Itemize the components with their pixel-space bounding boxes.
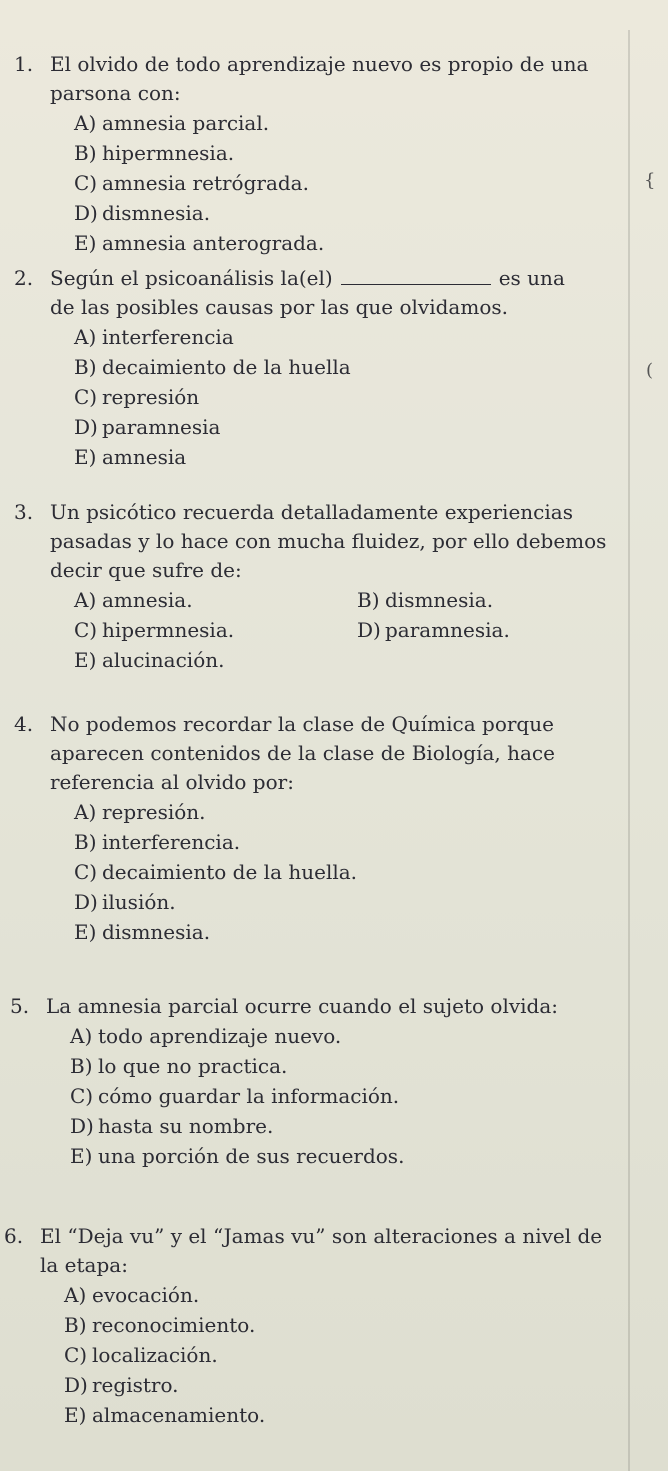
option-e[interactable]: E) alucinación.: [74, 648, 225, 672]
question-stem: Según el psicoanálisis la(el) es una de las posibles causas por las que olvidamos.: [50, 266, 565, 319]
option-d[interactable]: D) hasta su nombre.: [70, 1114, 274, 1138]
option-a[interactable]: A) represión.: [74, 800, 206, 824]
option-a[interactable]: A) amnesia.: [74, 588, 193, 612]
options-list: [70, 1021, 626, 1171]
question-stem: El “Deja vu” y el “Jamas vu” son alteraciones a nivel de la etapa:: [40, 1224, 603, 1277]
question-number: 5.: [10, 994, 30, 1018]
question-6: [4, 1222, 620, 1430]
option-c[interactable]: C) localización.: [64, 1343, 218, 1367]
option-d[interactable]: D) ilusión.: [74, 890, 176, 914]
option-c[interactable]: C) decaimiento de la huella.: [74, 860, 358, 884]
options-list: [64, 1280, 620, 1430]
question-2: [14, 264, 630, 472]
question-number: 3.: [14, 500, 34, 524]
question-stem: Un psicótico recuerda detalladamente experiencias pasadas y lo hace con mucha fluidez, por ello debemos decir que sufre de:: [50, 500, 607, 582]
option-d[interactable]: D) registro.: [64, 1373, 179, 1397]
option-d[interactable]: D) paramnesia: [74, 415, 221, 439]
options-list: [74, 108, 630, 258]
option-e[interactable]: E) amnesia anterograda.: [74, 231, 325, 255]
question-3: [14, 498, 637, 675]
option-e[interactable]: E) amnesia: [74, 445, 187, 469]
question-5: [10, 992, 626, 1171]
question-4: [14, 710, 630, 947]
option-e[interactable]: E) almacenamiento.: [64, 1403, 266, 1427]
question-stem: El olvido de todo aprendizaje nuevo es propio de una parsona con:: [50, 52, 589, 105]
option-b[interactable]: B) lo que no practica.: [70, 1054, 288, 1078]
answer-blank[interactable]: [341, 266, 491, 285]
question-1: [14, 50, 630, 258]
options-list: [74, 322, 630, 472]
question-stem: No podemos recordar la clase de Química porque aparecen contenidos de la clase de Biología, hace referencia al olvido por:: [50, 712, 555, 794]
option-b[interactable]: B) interferencia.: [74, 830, 241, 854]
margin-mark: (: [646, 360, 654, 381]
option-c[interactable]: C) cómo guardar la información.: [70, 1084, 400, 1108]
question-number: 1.: [14, 52, 34, 76]
option-d[interactable]: D) paramnesia.: [357, 618, 510, 642]
options-grid: [74, 585, 637, 675]
option-b[interactable]: B) hipermnesia.: [74, 141, 235, 165]
option-a[interactable]: A) todo aprendizaje nuevo.: [70, 1024, 342, 1048]
option-d[interactable]: D) dismnesia.: [74, 201, 211, 225]
question-number: 2.: [14, 266, 34, 290]
option-a[interactable]: A) interferencia: [74, 325, 234, 349]
option-a[interactable]: A) amnesia parcial.: [74, 111, 270, 135]
option-c[interactable]: C) represión: [74, 385, 200, 409]
option-a[interactable]: A) evocación.: [64, 1283, 200, 1307]
option-e[interactable]: E) una porción de sus recuerdos.: [70, 1144, 405, 1168]
option-c[interactable]: C) amnesia retrógrada.: [74, 171, 309, 195]
option-c[interactable]: C) hipermnesia.: [74, 618, 235, 642]
question-stem: La amnesia parcial ocurre cuando el sujeto olvida:: [46, 994, 559, 1018]
margin-mark: {: [644, 170, 656, 191]
options-list: [74, 797, 630, 947]
option-b[interactable]: B) dismnesia.: [357, 588, 494, 612]
question-number: 4.: [14, 712, 34, 736]
option-b[interactable]: B) reconocimiento.: [64, 1313, 256, 1337]
question-number: 6.: [4, 1224, 24, 1248]
option-e[interactable]: E) dismnesia.: [74, 920, 211, 944]
option-b[interactable]: B) decaimiento de la huella: [74, 355, 351, 379]
